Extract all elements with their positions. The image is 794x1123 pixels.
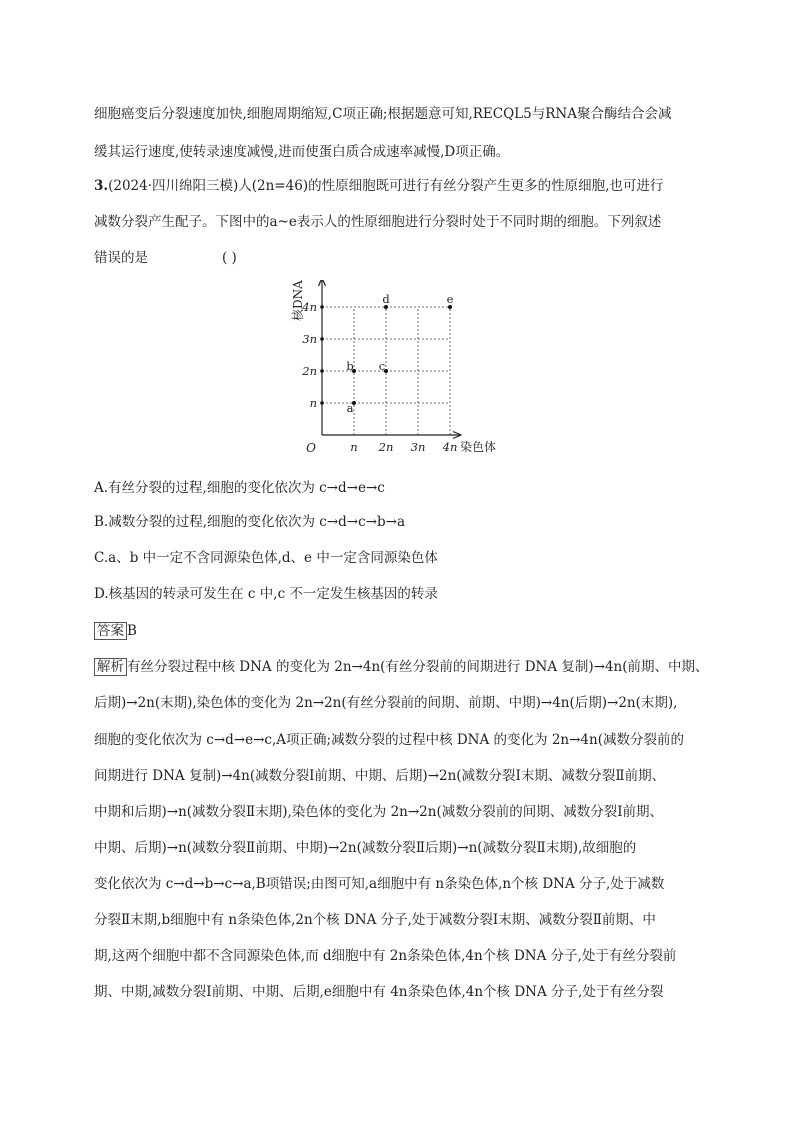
data-point-label-d: d [382,292,390,306]
y-axis-title: 核DNA [291,280,305,321]
intro-line-1: 细胞癌变后分裂速度加快,细胞周期缩短,C项正确;根据题意可知,RECQL5与RNA聚合酶结合会减 [94,106,672,122]
data-point-label-e: e [446,292,454,306]
answer-line [94,621,137,641]
option-d: D.核基因的转录可发生在 c 中,c 不一定发生核基因的转录 [94,586,438,602]
data-point-label-c: c [378,359,386,373]
analysis-line-2: 后期)→2n(末期),染色体的变化为 2n→2n(有丝分裂前的间期、前期、中期)→4n(后期)→2n(末期), [94,695,678,711]
dna-chromosome-chart [0,280,794,460]
y-tick-label: 3n [302,332,317,346]
y-tick-dot [320,369,324,373]
question-line-1 [94,176,663,196]
y-tick-dot [320,305,324,309]
data-point-label-b: b [346,359,354,373]
y-tick-label: 2n [302,364,317,378]
analysis-line-6: 中期、后期)→n(减数分裂Ⅱ前期、中期)→2n(减数分裂Ⅱ后期)→n(减数分裂Ⅱ末期),故细胞的 [94,840,637,856]
origin-label: O [306,441,316,455]
option-a: A.有丝分裂的过程,细胞的变化依次为 c→d→e→c [94,480,385,496]
y-tick-label: 4n [302,300,317,314]
y-tick-dot [320,401,324,405]
x-tick-label: 4n [442,440,458,454]
x-tick-label: n [350,440,358,454]
x-tick-label: 3n [410,440,426,454]
answer-bracket: ( ) [222,250,237,266]
analysis-line-9: 期,这两个细胞中都不含同源染色体,而 d细胞中有 2n条染色体,4n个核 DNA 分子,处于有丝分裂前 [94,948,677,964]
option-c: C.a、b 中一定不含同源染色体,d、e 中一定含同源染色体 [94,550,438,566]
question-line-3 [94,248,237,268]
analysis-line-7: 变化依次为 c→d→b→c→a,B项错误;由图可知,a细胞中有 n条染色体,n个核 DNA 分子,处于减数 [94,876,665,892]
analysis-label: 解析 [94,658,127,676]
analysis-first-line: 有丝分裂过程中核 DNA 的变化为 2n→4n(有丝分裂前的间期进行 DNA 复制)→4n(前期、中期、 [127,659,709,675]
answer-value: B [127,623,137,639]
analysis-line-8: 分裂Ⅱ末期,b细胞中有 n条染色体,2n个核 DNA 分子,处于减数分裂Ⅰ末期、减数分裂Ⅱ前期、中 [94,912,656,928]
y-tick-label: n [309,396,317,410]
analysis-line-10: 期、中期,减数分裂Ⅰ前期、中期、后期,e细胞中有 4n条染色体,4n个核 DNA 分子,处于有丝分裂 [94,984,664,1000]
question-stem-1: (2024·四川绵阳三模)人(2n=46)的性原细胞既可进行有丝分裂产生更多的性原细胞,也可进行 [108,178,664,194]
y-tick-dot [320,337,324,341]
analysis-line-4: 间期进行 DNA 复制)→4n(减数分裂Ⅰ前期、中期、后期)→2n(减数分裂Ⅰ末期、减数分裂Ⅱ前期、 [94,768,666,784]
question-line-2: 减数分裂产生配子。下图中的a~e表示人的性原细胞进行分裂时处于不同时期的细胞。下列叙述 [94,214,662,230]
analysis-line-5: 中期和后期)→n(减数分裂Ⅱ末期),染色体的变化为 2n→2n(减数分裂前的间期、减数分裂Ⅰ前期、 [94,804,664,820]
data-point-label-a: a [346,401,354,415]
answer-label: 答案 [94,622,127,640]
analysis-line-1 [94,657,709,677]
intro-line-2: 缓其运行速度,使转录速度减慢,进而使蛋白质合成速率减慢,D项正确。 [94,144,510,160]
x-axis-title: 染色体 [460,440,497,454]
question-stem-3: 错误的是 [94,250,148,266]
analysis-line-3: 细胞的变化依次为 c→d→e→c,A项正确;减数分裂的过程中核 DNA 的变化为 2n→4n(减数分裂前的 [94,732,684,748]
option-b: B.减数分裂的过程,细胞的变化依次为 c→d→c→b→a [94,514,405,530]
question-number: 3. [94,178,109,194]
x-tick-label: 2n [378,440,394,454]
